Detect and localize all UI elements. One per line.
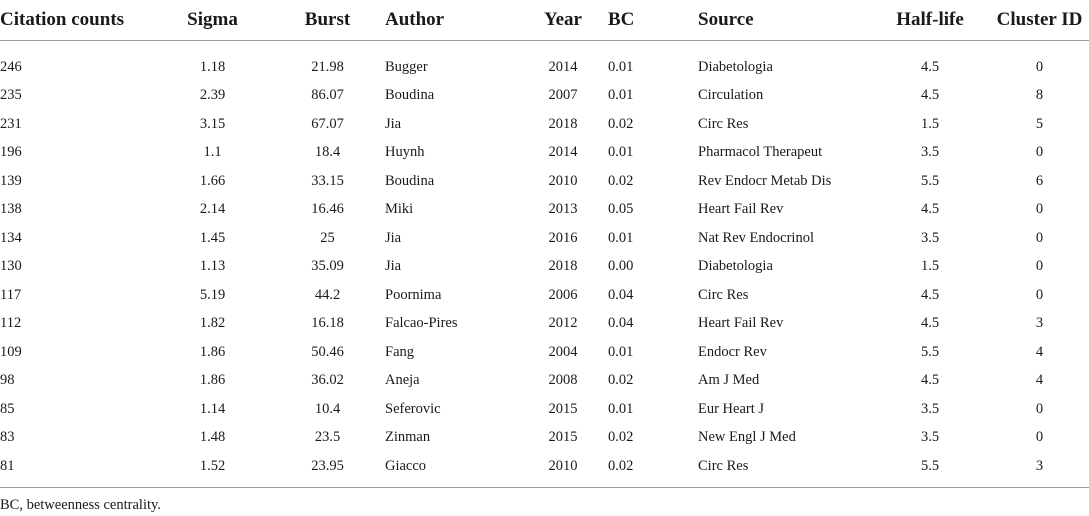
column-header-year: Year (544, 9, 582, 30)
column-header-citation-counts: Citation counts (0, 9, 125, 30)
table-row (0, 253, 1089, 282)
cell-source: Nat Rev Endocrinol (698, 229, 814, 246)
table-row (0, 338, 1089, 367)
cell-year: 2008 (548, 372, 578, 389)
cell-cluster-id: 0 (1035, 229, 1044, 246)
cell-burst: 21.98 (311, 58, 344, 75)
cell-author: Boudina (385, 172, 435, 189)
cell-citation-counts: 130 (0, 258, 22, 275)
column-header-sigma: Sigma (187, 9, 238, 30)
cell-sigma: 1.86 (199, 343, 226, 360)
cell-author: Aneja (385, 372, 420, 389)
column-header-burst: Burst (304, 9, 351, 30)
cell-year: 2014 (548, 144, 578, 161)
cell-source: Endocr Rev (698, 343, 767, 360)
cell-sigma: 1.48 (199, 429, 226, 446)
bottom-rule (0, 487, 1089, 488)
cell-source: Eur Heart J (698, 400, 765, 417)
cell-citation-counts: 196 (0, 144, 22, 161)
cell-sigma: 1.18 (199, 58, 226, 75)
column-header-source: Source (698, 9, 754, 30)
cell-citation-counts: 112 (0, 315, 22, 332)
cell-sigma: 2.14 (199, 201, 226, 218)
column-header-author: Author (385, 9, 445, 30)
cell-half-life: 4.5 (920, 87, 940, 104)
cell-year: 2010 (548, 172, 578, 189)
cell-burst: 10.4 (314, 400, 341, 417)
cell-half-life: 3.5 (920, 229, 940, 246)
cell-author: Jia (385, 258, 402, 275)
cell-source: Heart Fail Rev (698, 315, 784, 332)
cell-author: Boudina (385, 87, 435, 104)
table-footnote: BC, betweenness centrality. (0, 497, 161, 513)
table-row (0, 224, 1089, 253)
cell-bc: 0.04 (608, 315, 634, 332)
cell-cluster-id: 5 (1035, 115, 1044, 132)
cell-citation-counts: 85 (0, 400, 15, 417)
table-row (0, 424, 1089, 453)
cell-cluster-id: 4 (1035, 343, 1044, 360)
cell-bc: 0.02 (608, 372, 634, 389)
cell-cluster-id: 3 (1035, 457, 1044, 474)
column-header-cluster-id: Cluster ID (996, 9, 1083, 30)
cell-citation-counts: 109 (0, 343, 22, 360)
cell-citation-counts: 98 (0, 372, 15, 389)
cell-sigma: 1.1 (203, 144, 222, 161)
cell-source: Am J Med (698, 372, 760, 389)
cell-source: Circulation (698, 87, 764, 104)
cell-citation-counts: 117 (0, 286, 22, 303)
cell-burst: 33.15 (311, 172, 344, 189)
table-row (0, 82, 1089, 111)
cell-burst: 18.4 (314, 144, 341, 161)
table-row (0, 167, 1089, 196)
cell-author: Seferovic (385, 400, 441, 417)
column-header-bc: BC (608, 9, 635, 30)
cell-source: Diabetologia (698, 58, 773, 75)
cell-bc: 0.00 (608, 258, 634, 275)
cell-bc: 0.02 (608, 172, 634, 189)
cell-cluster-id: 8 (1035, 87, 1044, 104)
cell-citation-counts: 81 (0, 457, 15, 474)
cell-half-life: 5.5 (920, 172, 940, 189)
cell-cluster-id: 3 (1035, 315, 1044, 332)
table-row (0, 281, 1089, 310)
cell-citation-counts: 231 (0, 115, 22, 132)
cell-cluster-id: 6 (1035, 172, 1044, 189)
cell-half-life: 3.5 (920, 429, 940, 446)
cell-sigma: 1.66 (199, 172, 226, 189)
cell-bc: 0.01 (608, 343, 634, 360)
cell-bc: 0.04 (608, 286, 634, 303)
cell-cluster-id: 0 (1035, 58, 1044, 75)
cell-burst: 35.09 (311, 258, 344, 275)
cell-bc: 0.02 (608, 115, 634, 132)
cell-burst: 16.46 (311, 201, 344, 218)
cell-year: 2013 (548, 201, 578, 218)
cell-sigma: 1.45 (199, 229, 226, 246)
cell-burst: 16.18 (311, 315, 344, 332)
cell-citation-counts: 83 (0, 429, 15, 446)
cell-year: 2016 (548, 229, 578, 246)
cell-year: 2018 (548, 115, 578, 132)
cell-sigma: 2.39 (199, 87, 226, 104)
cell-cluster-id: 0 (1035, 258, 1044, 275)
cell-citation-counts: 235 (0, 87, 22, 104)
cell-half-life: 3.5 (920, 400, 940, 417)
table-row (0, 110, 1089, 139)
cell-year: 2014 (548, 58, 578, 75)
cell-source: Pharmacol Therapeut (698, 144, 823, 161)
cell-burst: 23.95 (311, 457, 344, 474)
cell-author: Bugger (385, 58, 428, 75)
cell-year: 2015 (548, 400, 578, 417)
table-row (0, 452, 1089, 487)
cell-source: Rev Endocr Metab Dis (698, 172, 832, 189)
cell-half-life: 5.5 (920, 343, 940, 360)
cell-author: Falcao-Pires (385, 315, 458, 332)
cell-cluster-id: 4 (1035, 372, 1044, 389)
cell-half-life: 1.5 (920, 258, 940, 275)
cell-year: 2004 (548, 343, 578, 360)
table-row (0, 41, 1089, 82)
cell-cluster-id: 0 (1035, 286, 1044, 303)
cell-author: Jia (385, 115, 402, 132)
cell-year: 2006 (548, 286, 578, 303)
cell-cluster-id: 0 (1035, 144, 1044, 161)
cell-source: Diabetologia (698, 258, 773, 275)
table-row (0, 196, 1089, 225)
cell-year: 2012 (548, 315, 578, 332)
cell-source: Circ Res (698, 286, 749, 303)
cell-sigma: 1.82 (199, 315, 226, 332)
column-header-half-life: Half-life (896, 9, 964, 30)
cell-half-life: 4.5 (920, 372, 940, 389)
cell-burst: 50.46 (311, 343, 344, 360)
cell-source: Heart Fail Rev (698, 201, 784, 218)
cell-author: Zinman (385, 429, 431, 446)
cell-sigma: 3.15 (199, 115, 226, 132)
cell-author: Giacco (385, 457, 427, 474)
cell-sigma: 1.13 (199, 258, 226, 275)
cell-bc: 0.05 (608, 201, 634, 218)
cell-sigma: 1.14 (199, 400, 226, 417)
cell-citation-counts: 246 (0, 58, 22, 75)
header-row (0, 0, 1089, 41)
cell-citation-counts: 138 (0, 201, 22, 218)
cell-sigma: 5.19 (199, 286, 226, 303)
cell-source: New Engl J Med (698, 429, 796, 446)
cell-citation-counts: 139 (0, 172, 22, 189)
cell-author: Poornima (385, 286, 442, 303)
cell-half-life: 1.5 (920, 115, 940, 132)
cell-year: 2010 (548, 457, 578, 474)
table-row (0, 310, 1089, 339)
cell-bc: 0.02 (608, 457, 634, 474)
table-row (0, 395, 1089, 424)
table-row (0, 139, 1089, 168)
cell-year: 2018 (548, 258, 578, 275)
cell-bc: 0.01 (608, 229, 634, 246)
cell-half-life: 3.5 (920, 144, 940, 161)
cell-author: Huynh (385, 144, 425, 161)
cell-burst: 25 (320, 229, 335, 246)
cell-half-life: 4.5 (920, 315, 940, 332)
cell-citation-counts: 134 (0, 229, 22, 246)
cell-year: 2015 (548, 429, 578, 446)
cell-sigma: 1.86 (199, 372, 226, 389)
cell-sigma: 1.52 (199, 457, 226, 474)
cell-source: Circ Res (698, 457, 749, 474)
cell-half-life: 4.5 (920, 58, 940, 75)
cell-author: Fang (385, 343, 414, 360)
cell-bc: 0.01 (608, 144, 634, 161)
cell-half-life: 4.5 (920, 286, 940, 303)
table-body (0, 41, 1089, 487)
cell-cluster-id: 0 (1035, 201, 1044, 218)
cell-author: Miki (385, 201, 414, 218)
cell-burst: 67.07 (311, 115, 344, 132)
cell-burst: 23.5 (314, 429, 341, 446)
table-row (0, 367, 1089, 396)
cell-cluster-id: 0 (1035, 429, 1044, 446)
cell-half-life: 4.5 (920, 201, 940, 218)
cell-author: Jia (385, 229, 402, 246)
cell-bc: 0.01 (608, 58, 634, 75)
cell-year: 2007 (548, 87, 578, 104)
cell-bc: 0.01 (608, 400, 634, 417)
cell-bc: 0.01 (608, 87, 634, 104)
cell-cluster-id: 0 (1035, 400, 1044, 417)
cell-burst: 44.2 (314, 286, 341, 303)
cell-bc: 0.02 (608, 429, 634, 446)
table-header (0, 0, 1089, 41)
cell-burst: 86.07 (311, 87, 344, 104)
cell-source: Circ Res (698, 115, 749, 132)
cell-burst: 36.02 (311, 372, 344, 389)
cell-half-life: 5.5 (920, 457, 940, 474)
